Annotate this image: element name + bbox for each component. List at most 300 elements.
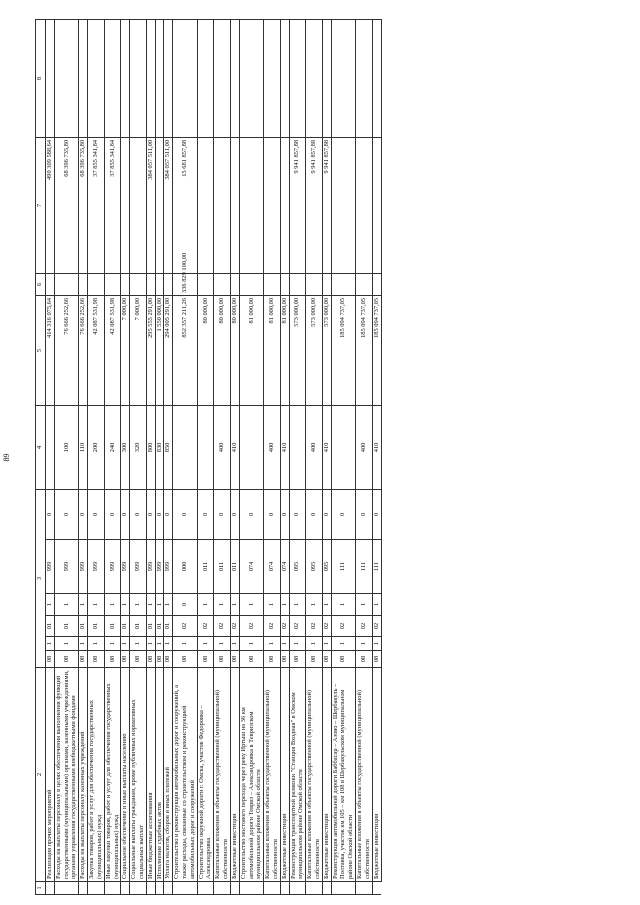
code-part-2: 1 [79,637,88,651]
table-header [36,19,46,894]
code-part-6: 0 [306,489,323,539]
expense-type-code: 320 [130,405,147,489]
row-description: Расходы на выплаты персоналу в целях обеспечения выполнения функций государственными (муниципальными) органами, казенными учреждениями, органами управления государственными внебюджетными фондами [54,668,78,882]
amount-col-7 [264,137,281,273]
amount-col-6 [230,273,239,295]
expense-type-code: 300 [121,405,130,489]
amount-col-7 [372,137,381,273]
amount-col-8 [121,19,130,137]
amount-col-6 [331,273,355,295]
code-part-3: 01 [46,616,55,637]
code-part-3: 01 [130,616,147,637]
row-lead-cell [356,882,373,895]
code-part-4: 0 [173,594,197,616]
code-part-3: 01 [88,616,105,637]
table-row [331,19,355,894]
code-part-2: 1 [121,637,130,651]
table-row [356,19,373,894]
expense-type-code: 800 [146,405,155,489]
code-part-3: 02 [214,616,231,637]
amount-col-5: 414 316 075,64 [46,295,55,405]
amount-col-8 [155,19,164,137]
code-part-2: 1 [104,637,121,651]
code-part-6: 0 [130,489,147,539]
code-part-2: 1 [155,637,164,651]
expense-type-code: 410 [230,405,239,489]
header-cell-6: 6 [36,273,46,295]
amount-col-7: 68 396 735,80 [79,137,88,273]
table-row [306,19,323,894]
amount-col-5: 42 087 531,98 [104,295,121,405]
amount-col-8 [146,19,155,137]
code-part-2: 1 [280,637,289,651]
table-row [289,19,306,894]
row-lead-cell [173,882,197,895]
amount-col-8 [214,19,231,137]
expense-type-code: 410 [322,405,331,489]
code-part-6: 0 [79,489,88,539]
table-row [46,19,55,894]
code-part-5: 074 [264,540,281,594]
amount-col-6 [155,273,164,295]
row-lead-cell [155,882,164,895]
code-part-6: 0 [239,489,263,539]
amount-col-8 [164,19,173,137]
amount-col-5: 573 000,00 [306,295,323,405]
code-part-3: 01 [164,616,173,637]
code-part-6: 0 [331,489,355,539]
code-part-4: 1 [239,594,263,616]
amount-col-5: 852 357 211,26 [173,295,197,405]
code-part-4: 1 [104,594,121,616]
code-part-3: 01 [104,616,121,637]
amount-col-5: 185 094 737,05 [356,295,373,405]
amount-col-7: 37 855 341,84 [88,137,105,273]
code-part-3: 01 [155,616,164,637]
code-part-3: 02 [173,616,197,637]
amount-col-7 [155,137,164,273]
code-part-4: 1 [130,594,147,616]
row-description: Расходы на выплаты персоналу казенных учреждений [79,668,88,882]
code-part-6: 0 [88,489,105,539]
code-part-6: 0 [280,489,289,539]
amount-col-7 [130,137,147,273]
code-part-5: 999 [104,540,121,594]
amount-col-6 [280,273,289,295]
header-cell-4: 4 [36,405,46,489]
amount-col-5: 185 094 737,05 [372,295,381,405]
amount-col-7 [214,137,231,273]
code-part-3: 02 [306,616,323,637]
code-part-5: 000 [173,540,197,594]
amount-col-5: 76 666 252,66 [54,295,78,405]
amount-col-5: 1 550 000,00 [155,295,164,405]
code-part-2: 1 [130,637,147,651]
header-cell-8: 8 [36,19,46,137]
code-part-6: 0 [46,489,55,539]
amount-col-7: 37 855 341,84 [104,137,121,273]
code-part-4: 1 [280,594,289,616]
row-description: Исполнение судебных актов [155,668,164,882]
amount-col-6 [356,273,373,295]
amount-col-7 [230,137,239,273]
code-part-2: 1 [331,637,355,651]
table-row [322,19,331,894]
code-part-1: 08 [130,651,147,668]
code-part-2: 1 [289,637,306,651]
table-row [197,19,214,894]
code-part-2: 1 [214,637,231,651]
code-part-1: 08 [280,651,289,668]
row-description: Уплата налогов, сборов и иных платежей [164,668,173,882]
code-part-3: 02 [289,616,306,637]
code-part-1: 08 [104,651,121,668]
amount-col-7: 384 057 511,00 [164,137,173,273]
code-part-3: 02 [230,616,239,637]
code-part-5: 095 [306,540,323,594]
table-row [130,19,147,894]
expense-type-code: 400 [264,405,281,489]
code-part-2: 1 [372,637,381,651]
amount-col-8 [104,19,121,137]
row-lead-cell [54,882,78,895]
row-description: Бюджетные инвестиции [280,668,289,882]
code-part-3: 02 [197,616,214,637]
code-part-3: 01 [79,616,88,637]
amount-col-7: 9 941 857,88 [306,137,323,273]
expense-type-code: 850 [164,405,173,489]
amount-col-5: 42 087 531,98 [88,295,105,405]
code-part-2: 1 [88,637,105,651]
rotated-content [2,20,615,895]
amount-col-5: 185 094 737,05 [331,295,355,405]
row-description: Социальное обеспечение и иные выплаты населению [121,668,130,882]
amount-col-6 [79,273,88,295]
code-part-1: 08 [372,651,381,668]
row-lead-cell [130,882,147,895]
code-part-4: 1 [289,594,306,616]
code-part-3: 02 [322,616,331,637]
code-part-1: 08 [146,651,155,668]
code-part-4: 1 [356,594,373,616]
code-part-5: 011 [230,540,239,594]
code-part-3: 02 [239,616,263,637]
table-row [264,19,281,894]
code-part-2: 1 [173,637,197,651]
expense-type-code [197,405,214,489]
page-number: 89 [2,453,11,462]
amount-col-7: 384 057 511,00 [146,137,155,273]
row-lead-cell [264,882,281,895]
code-part-5: 999 [121,540,130,594]
expense-type-code: 400 [356,405,373,489]
amount-col-7 [121,137,130,273]
table-row [372,19,381,894]
row-description: Строительство и реконструкция автомобильных дорог и сооружений, а также расходы, связанные со строительством и реконструкцией автомобильных дорог и сооружений [173,668,197,882]
row-lead-cell [121,882,130,895]
amount-col-8 [173,19,197,137]
amount-col-8 [372,19,381,137]
code-part-1: 08 [264,651,281,668]
amount-col-5: 7 000,00 [130,295,147,405]
code-part-1: 08 [164,651,173,668]
code-part-4: 1 [372,594,381,616]
code-part-2: 1 [322,637,331,651]
amount-col-8 [322,19,331,137]
code-part-4: 1 [88,594,105,616]
code-part-4: 1 [264,594,281,616]
table-row [88,19,105,894]
code-part-6: 0 [322,489,331,539]
code-part-2: 1 [46,637,55,651]
amount-col-7 [280,137,289,273]
code-part-6: 0 [197,489,214,539]
amount-col-8 [54,19,78,137]
row-description: Строительство окружной дороги г. Омска, участок Федоровка – Александровка [197,668,214,882]
code-part-5: 074 [239,540,263,594]
amount-col-6 [164,273,173,295]
header-cell-5: 5 [36,295,46,405]
code-part-2: 1 [54,637,78,651]
code-part-3: 02 [280,616,289,637]
code-part-6: 0 [121,489,130,539]
amount-col-8 [289,19,306,137]
code-part-2: 1 [164,637,173,651]
amount-col-8 [306,19,323,137]
amount-col-6 [289,273,306,295]
table-body [46,19,382,894]
row-description: Иные бюджетные ассигнования [146,668,155,882]
amount-col-6 [322,273,331,295]
code-part-2: 1 [306,637,323,651]
row-description: Иные закупки товаров, работ и услуг для обеспечения государственных (муниципальных) нужд [104,668,121,882]
code-part-2: 1 [197,637,214,651]
amount-col-5: 81 000,00 [280,295,289,405]
amount-col-6 [197,273,214,295]
header-cell-1: 1 [36,882,46,895]
amount-col-6 [372,273,381,295]
budget-table [35,19,382,895]
expense-type-code: 100 [54,405,78,489]
amount-col-8 [239,19,263,137]
amount-col-6 [88,273,105,295]
amount-col-5: 76 666 252,66 [79,295,88,405]
code-part-6: 0 [155,489,164,539]
row-lead-cell [331,882,355,895]
row-description: Капитальные вложения в объекты государственной (муниципальной) собственности [356,668,373,882]
code-part-4: 1 [331,594,355,616]
table-row [239,19,263,894]
expense-type-code [331,405,355,489]
amount-col-7: 490 309 588,64 [46,137,55,273]
code-part-1: 08 [54,651,78,668]
header-cell-3: 3 [36,489,46,667]
code-part-5: 999 [88,540,105,594]
amount-col-6 [146,273,155,295]
amount-col-8 [88,19,105,137]
row-description: Социальные выплаты гражданам, кроме публичных нормативных социальных выплат [130,668,147,882]
code-part-4: 1 [54,594,78,616]
code-part-3: 01 [121,616,130,637]
table-row [104,19,121,894]
code-part-3: 02 [264,616,281,637]
amount-col-7 [356,137,373,273]
row-lead-cell [79,882,88,895]
code-part-4: 1 [230,594,239,616]
code-part-6: 0 [372,489,381,539]
code-part-4: 1 [214,594,231,616]
code-part-1: 08 [46,651,55,668]
amount-col-6 [104,273,121,295]
code-part-6: 0 [230,489,239,539]
code-part-4: 1 [155,594,164,616]
code-part-6: 0 [173,489,197,539]
table-row [214,19,231,894]
amount-col-7 [331,137,355,273]
amount-col-7: 15 681 857,88 [173,137,197,273]
amount-col-6 [306,273,323,295]
expense-type-code: 240 [104,405,121,489]
expense-type-code: 830 [155,405,164,489]
amount-col-8 [230,19,239,137]
amount-col-6 [130,273,147,295]
code-part-4: 1 [121,594,130,616]
code-part-1: 08 [356,651,373,668]
code-part-1: 08 [173,651,197,668]
amount-col-5: 7 000,00 [121,295,130,405]
code-part-5: 999 [79,540,88,594]
row-lead-cell [280,882,289,895]
row-description: Реализация прочих мероприятий [46,668,55,882]
code-part-5: 074 [280,540,289,594]
code-part-4: 1 [322,594,331,616]
code-part-2: 1 [146,637,155,651]
amount-col-7 [197,137,214,273]
row-description: Бюджетные инвестиции [230,668,239,882]
amount-col-5: 294 005 291,00 [164,295,173,405]
row-lead-cell [230,882,239,895]
amount-col-5: 81 000,00 [239,295,263,405]
amount-col-8 [356,19,373,137]
code-part-6: 0 [289,489,306,539]
row-lead-cell [214,882,231,895]
code-part-5: 999 [130,540,147,594]
code-part-5: 999 [164,540,173,594]
table-row [146,19,155,894]
code-part-1: 08 [230,651,239,668]
code-part-5: 999 [46,540,55,594]
amount-col-6 [46,273,55,295]
amount-col-5: 573 000,00 [322,295,331,405]
code-part-1: 08 [79,651,88,668]
code-part-5: 011 [214,540,231,594]
amount-col-5: 80 000,00 [214,295,231,405]
code-part-6: 0 [104,489,121,539]
code-part-5: 111 [372,540,381,594]
table-row [121,19,130,894]
amount-col-8 [79,19,88,137]
code-part-4: 1 [164,594,173,616]
row-lead-cell [46,882,55,895]
row-description: Реконструкция автомобильной дороги Баббасар – Азово – Шербакуль – Полтавка, участок км 105 – км 108 в Шербакульском муниципальном районе Омской области [331,668,355,882]
code-part-3: 01 [146,616,155,637]
header-cell-7: 7 [36,137,46,273]
code-part-1: 08 [88,651,105,668]
code-part-2: 1 [356,637,373,651]
amount-col-8 [46,19,55,137]
row-lead-cell [164,882,173,895]
code-part-6: 0 [164,489,173,539]
amount-col-8 [331,19,355,137]
code-part-5: 011 [197,540,214,594]
table-row [164,19,173,894]
table-row [173,19,197,894]
code-part-1: 08 [289,651,306,668]
row-description: Капитальные вложения в объекты государственной (муниципальной) собственности [306,668,323,882]
expense-type-code: 410 [280,405,289,489]
amount-col-6 [214,273,231,295]
amount-col-5: 573 000,00 [289,295,306,405]
row-description: Закупка товаров, работ и услуг для обеспечения государственных (муниципальных) нужд [88,668,105,882]
expense-type-code: 200 [88,405,105,489]
code-part-1: 08 [239,651,263,668]
amount-col-5: 81 000,00 [264,295,281,405]
row-description: Капитальные вложения в объекты государственной (муниципальной) собственности [264,668,281,882]
code-part-5: 999 [146,540,155,594]
row-description: Реконструкция транспортной развязки "Станция Входная" в Омском муниципальном районе Омской области [289,668,306,882]
code-part-4: 1 [79,594,88,616]
code-part-1: 08 [214,651,231,668]
amount-col-6 [54,273,78,295]
code-part-2: 1 [239,637,263,651]
expense-type-code [289,405,306,489]
row-lead-cell [322,882,331,895]
expense-type-code: 400 [214,405,231,489]
row-description: Строительство мостового перехода через реку Иртыш на 36 км автомобильной дороги Тевриз – Александровка в Тевризском муниципальном районе Омской области [239,668,263,882]
amount-col-6: 336 829 100,00 [173,273,197,295]
code-part-5: 095 [289,540,306,594]
row-lead-cell [239,882,263,895]
code-part-6: 0 [356,489,373,539]
code-part-4: 1 [46,594,55,616]
amount-col-6 [264,273,281,295]
row-lead-cell [197,882,214,895]
amount-col-8 [197,19,214,137]
code-part-1: 08 [322,651,331,668]
table-row [155,19,164,894]
expense-type-code [239,405,263,489]
row-description: Капитальные вложения в объекты государственной (муниципальной) собственности [214,668,231,882]
row-lead-cell [104,882,121,895]
code-part-2: 1 [230,637,239,651]
amount-col-8 [264,19,281,137]
code-part-3: 02 [356,616,373,637]
row-description: Бюджетные инвестиции [322,668,331,882]
code-part-5: 095 [322,540,331,594]
row-lead-cell [146,882,155,895]
amount-col-8 [280,19,289,137]
header-cell-2: 2 [36,668,46,882]
row-description: Бюджетные инвестиции [372,668,381,882]
table-row [280,19,289,894]
amount-col-7: 9 941 857,88 [289,137,306,273]
code-part-1: 08 [121,651,130,668]
code-part-2: 1 [264,637,281,651]
amount-col-6 [121,273,130,295]
table-row [79,19,88,894]
row-lead-cell [88,882,105,895]
expense-type-code [173,405,197,489]
